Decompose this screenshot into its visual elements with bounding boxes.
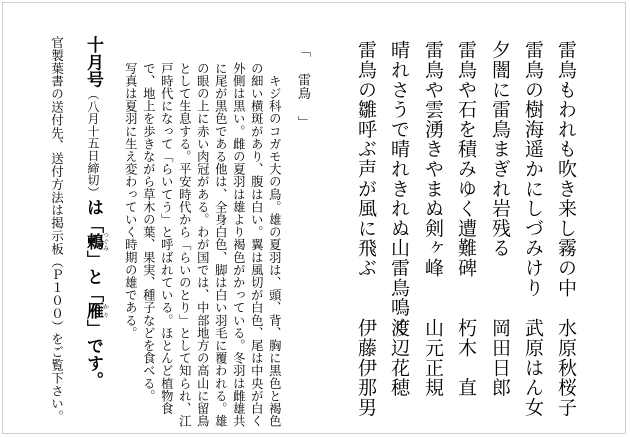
issue-month: 十月号	[83, 36, 103, 88]
commentary-line: として生息する。平安時代から「らいのとり」として知られ、江	[177, 62, 192, 428]
theme-reading-2: かり	[101, 302, 109, 320]
haiku-author: 岡田日郎	[489, 318, 511, 398]
commentary-title: 「 雷鳥 」	[295, 44, 310, 129]
theme-word-2: 雁かり	[83, 302, 109, 320]
haiku-author: 武原はん女	[522, 318, 544, 417]
commentary-line: に尾が黒色である他は、全身白色、脚は白い羽毛に覆われる。雄	[213, 62, 228, 428]
issue-deadline: （八月十五日締切）	[86, 87, 100, 199]
haiku-author: 山元正規	[422, 318, 444, 398]
theme-word-1: 鶫つぐみ	[83, 232, 109, 252]
haiku-poem: 晴れさうで晴れきれぬ山雷鳥鳴く	[388, 40, 410, 337]
theme-open-bracket: 「	[83, 215, 103, 234]
commentary-line: 写真は夏羽に生え変わっていく時期の雄である。	[123, 62, 138, 340]
theme-reading-1: つぐみ	[101, 232, 109, 252]
haiku-author: 朽木 直	[455, 318, 477, 398]
haiku-author: 伊藤伊那男	[355, 318, 377, 417]
commentary-line: 外側は黒い。雌の夏羽は雄より褐色がかっている。冬羽は雌雄共	[231, 62, 246, 428]
haiku-author: 水原秋桜子	[555, 318, 577, 417]
haiku-poem: 雷鳥の雛呼ぶ声が風に飛ぶ	[355, 40, 377, 278]
next-issue-theme	[84, 36, 108, 389]
haiku-author: 渡辺花穂	[388, 318, 410, 398]
commentary-line: キジ科のコガモ大の鳥。雄の夏羽は、頭、背、胸に黒色と褐色	[267, 62, 282, 428]
haiku-poem: 雷鳥もわれも吹き来し霧の中	[555, 40, 577, 298]
commentary-line: 戸時代になって「らいてう」と呼ばれている。ほとんど植物食	[159, 62, 174, 415]
commentary-line: の眼の上に赤い肉冠がある。わが国では、中部地方の高山に留鳥	[195, 62, 210, 428]
submission-info: 官製葉書の送付先、送付方法は掲示板（Ｐ１００）をご覧下さい。	[49, 36, 65, 423]
theme-close-bracket: 」です。	[83, 319, 103, 389]
commentary-line: で、地上を歩きながら草木の葉、果実、種子などを食べる。	[141, 62, 156, 403]
issue-is-label: は	[83, 198, 103, 216]
haiku-poem: 雷鳥や石を積みゆく遭難碑	[455, 40, 477, 278]
haiku-poem: 雷鳥や雲湧きやまぬ剣ヶ峰	[422, 40, 444, 278]
commentary-line: の細い横斑があり、腹は白い。翼は風切が白色、尾は中央が白く	[249, 62, 264, 428]
haiku-poem: 雷鳥の樹海遥かにしづみけり	[522, 40, 544, 298]
theme-mid-bracket: 」と「	[83, 250, 103, 303]
haiku-poem: 夕闇に雷鳥まぎれ岩残る	[489, 40, 511, 258]
